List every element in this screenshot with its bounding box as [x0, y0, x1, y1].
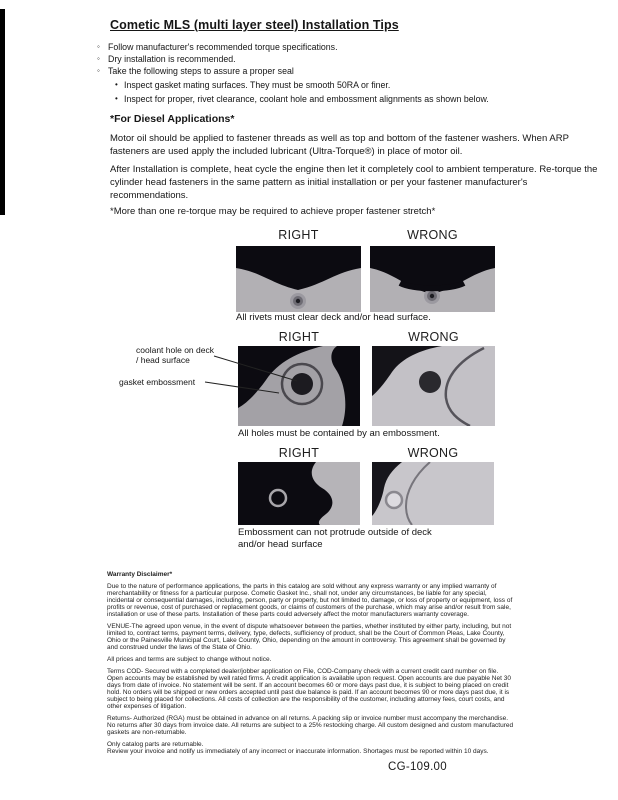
- diagram-caption: All rivets must clear deck and/or head surface.: [236, 312, 431, 323]
- page-title: Cometic MLS (multi layer steel) Installation Tips: [110, 18, 399, 32]
- coolant-hole: [419, 371, 441, 393]
- bullet-icon: •: [115, 80, 118, 89]
- diagram-caption: All holes must be contained by an embossment.: [238, 428, 440, 439]
- tip-item: [97, 53, 489, 65]
- warranty-paragraph: Only catalog parts are returnable.: [107, 741, 204, 748]
- tip-text: Dry installation is recommended.: [108, 54, 236, 64]
- right-label-row2: RIGHT: [278, 330, 320, 344]
- warranty-paragraph: All prices and terms are subject to change without notice.: [107, 656, 272, 663]
- coolant-hole: [291, 373, 313, 395]
- diagram-embossment-wrong-panel: [372, 462, 494, 525]
- tips-list: [97, 41, 489, 105]
- tip-sub-item: [115, 79, 489, 91]
- diesel-section-heading: *For Diesel Applications*: [110, 113, 235, 125]
- embossment-callout: gasket embossment: [119, 377, 196, 387]
- warranty-paragraph: Due to the nature of performance applications, the parts in this catalog are sold without any express warranty or any implied warranty of merchantability or fitness for a particular purpose. Cometic Gasket Inc., shall not, under any circumstances, be liable for any special, incidental or consequential damages, including, person, party or property, but not limited to, damage, or loss of property or equipment, loss of profits or revenue, cost of purchased or replacement goods, or claims of customers of the purchase, which may arise and/or result from sale, installation or use of these parts. Installation of these parts could adversely affect the motor manufacturers warranty coverage.: [107, 583, 513, 618]
- diagram-rivet-right-panel: [236, 246, 361, 312]
- diesel-paragraph: Motor oil should be applied to fastener threads as well as top and bottom of the fastener washers. When ARP fasteners are used apply the included lubricant (Ultra-Torque®) in place of motor oil.: [110, 133, 569, 157]
- bullet-icon: •: [115, 94, 118, 103]
- tip-text: Inspect for proper, rivet clearance, coolant hole and embossment alignments as shown below.: [124, 94, 489, 104]
- right-label-row1: RIGHT: [278, 228, 319, 242]
- retorque-note: *More than one re-torque may be required to achieve proper fastener stretch*: [110, 206, 436, 217]
- tip-sub-item: [115, 93, 489, 105]
- hollow-bullet-icon: ◦: [97, 54, 100, 63]
- wrong-label-row1: WRONG: [407, 228, 458, 242]
- protruding-embossment-ring: [386, 492, 402, 508]
- warranty-paragraph: VENUE-The agreed upon venue, in the event of dispute whatsoever between the parties, whether instituted by either party, including, but not limited to, contract terms, payment terms, delivery, type, defects, sufficiency of product, shall be the Court of Common Pleas, Lake County, Ohio or the Painesville Municipal Court, Lake County, Ohio, depending on the amount in controversy. This agreement shall be governed by and construed under the laws of the State of Ohio.: [107, 623, 512, 651]
- warranty-paragraph: Terms COD- Secured with a completed dealer/jobber application on File, COD-Company check with a current credit card number on file. Open accounts may be established by well rated firms. A credit application is available upon request. Open accounts are due payable Net 30 days from date of invoice. No statement will be sent. If an account becomes 60 or more days past due, it is subject to being placed on credit hold. No orders will be shipped or new orders accepted until past due balance is paid. If an account becomes 90 or more days past due, it is subject to being placed for collections. All costs of collection are the responsibility of the customer, including attorney fees, court costs, and other expenses of litigation.: [107, 668, 511, 710]
- diesel-paragraph: After Installation is complete, heat cycle the engine then let it completely cool to ambient temperature. Re-torque the cylinder head fasteners in the same pattern as initial installation or per your fastener manufacturer's recommendations.: [110, 164, 598, 201]
- diagram-embossment-right-panel: [238, 462, 360, 525]
- warranty-heading: Warranty Disclaimer*: [107, 571, 173, 578]
- tip-item: [97, 65, 489, 77]
- scan-edge-artifact: [0, 9, 5, 215]
- diagram-holes-right-panel: [238, 346, 360, 426]
- wrong-label-row2: WRONG: [408, 330, 459, 344]
- diagram-holes-wrong-panel: [372, 346, 495, 426]
- warranty-disclaimer-section: [107, 571, 515, 760]
- tip-text: Inspect gasket mating surfaces. They must be smooth 50RA or finer.: [124, 80, 391, 90]
- page-number: CG-109.00: [388, 761, 447, 773]
- tip-item: [97, 41, 489, 53]
- tip-text: Follow manufacturer's recommended torque specifications.: [108, 42, 338, 52]
- right-label-row3: RIGHT: [278, 446, 320, 460]
- wrong-label-row3: WRONG: [407, 446, 459, 460]
- hollow-bullet-icon: ◦: [97, 42, 100, 51]
- warranty-paragraph: Returns- Authorized (RGA) must be obtained in advance on all returns. A packing slip or invoice number must accompany the merchandise. No returns after 30 days from invoice date. All returns are subject to a 25% restocking charge. All custom designed and custom manufactured gaskets are non-returnable.: [107, 715, 514, 736]
- diagram-rivet-wrong-panel: [370, 246, 495, 312]
- coolant-hole-callout: coolant hole on deck / head surface: [136, 345, 214, 365]
- diagram-caption: Embossment can not protrude outside of deck and/or head surface: [238, 527, 432, 550]
- warranty-paragraph: Review your invoice and notify us immediately of any incorrect or inaccurate information. Shortages must be reported within 10 days.: [107, 748, 489, 755]
- tip-text: Take the following steps to assure a proper seal: [108, 66, 294, 76]
- hollow-bullet-icon: ◦: [97, 66, 100, 75]
